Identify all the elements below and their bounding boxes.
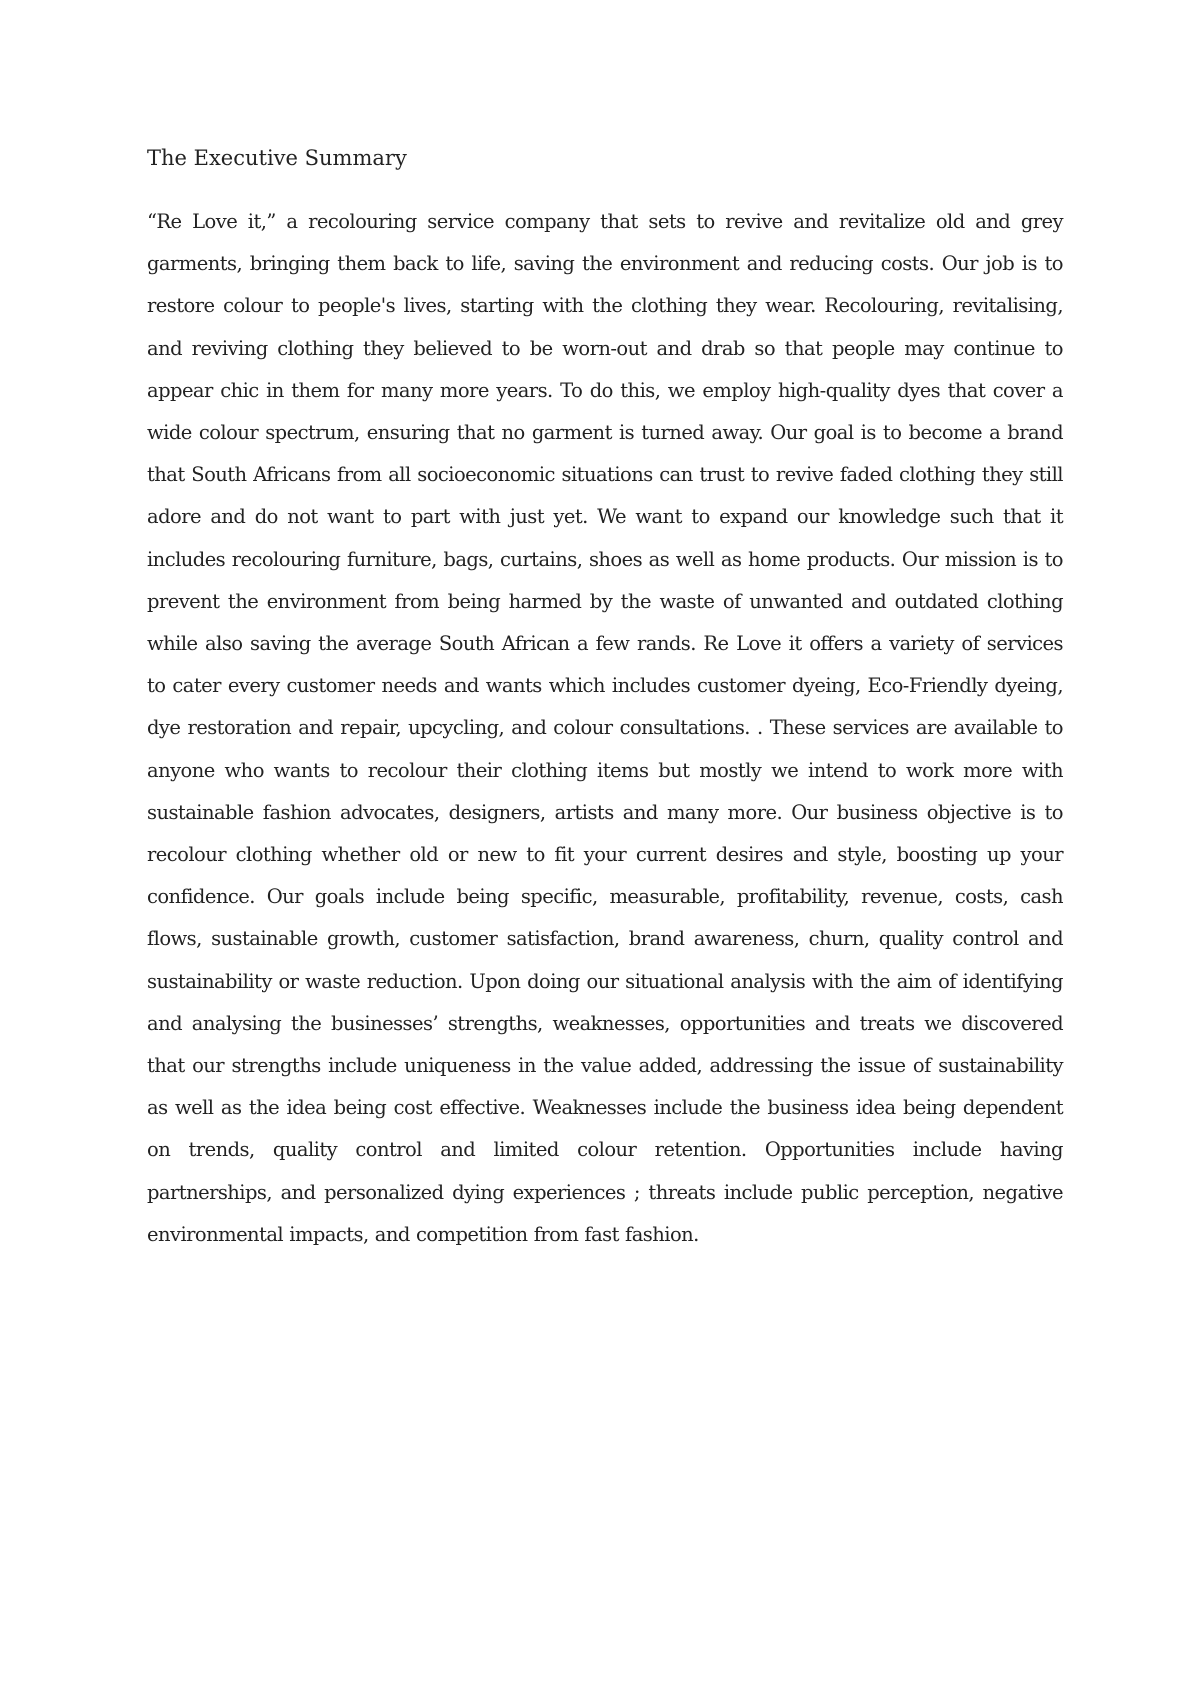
document-heading: The Executive Summary — [147, 146, 407, 170]
executive-summary-paragraph: “Re Love it,” a recolouring service company that sets to revive and revitalize old and grey garments, bringing them back to life, saving the environment and reducing costs. Our job is to restore colour to people's lives, starting with the clothing they wear. Recolouring, revitalising, and reviving clothing they believed to be worn-out and drab so that people may continue to appear chic in them for many more years. To do this, we employ high-quality dyes that cover a wide colour spectrum, ensuring that no garment is turned away. Our goal is to become a brand that South Africans from all socioeconomic situations can trust to revive faded clothing they still adore and do not want to part with just yet. We want to expand our knowledge such that it includes recolouring furniture, bags, curtains, shoes as well as home products. Our mission is to prevent the environment from being harmed by the waste of unwanted and outdated clothing while also saving the average South African a few rands. Re Love it offers a variety of services to cater every customer needs and wants which includes customer dyeing, Eco-Friendly dyeing, dye restoration and repair, upcycling, and colour consultations. . These services are available to anyone who wants to recolour their clothing items but mostly we intend to work more with sustainable fashion advocates, designers, artists and many more. Our business objective is to recolour clothing whether old or new to fit your current desires and style, boosting up your confidence. Our goals include being specific, measurable, profitability, revenue, costs, cash flows, sustainable growth, customer satisfaction, brand awareness, churn, quality control and sustainability or waste reduction. Upon doing our situational analysis with the aim of identifying and analysing the businesses’ strengths, weaknesses, opportunities and treats we discovered that our strengths include uniqueness in the value added, addressing the issue of sustainability as well as the idea being cost effective. Weaknesses include the business idea being dependent on trends, quality control and limited colour retention. Opportunities include having partnerships, and personalized dying experiences ; threats include public perception, negative environmental impacts, and competition from fast fashion. — [147, 210, 1063, 1246]
